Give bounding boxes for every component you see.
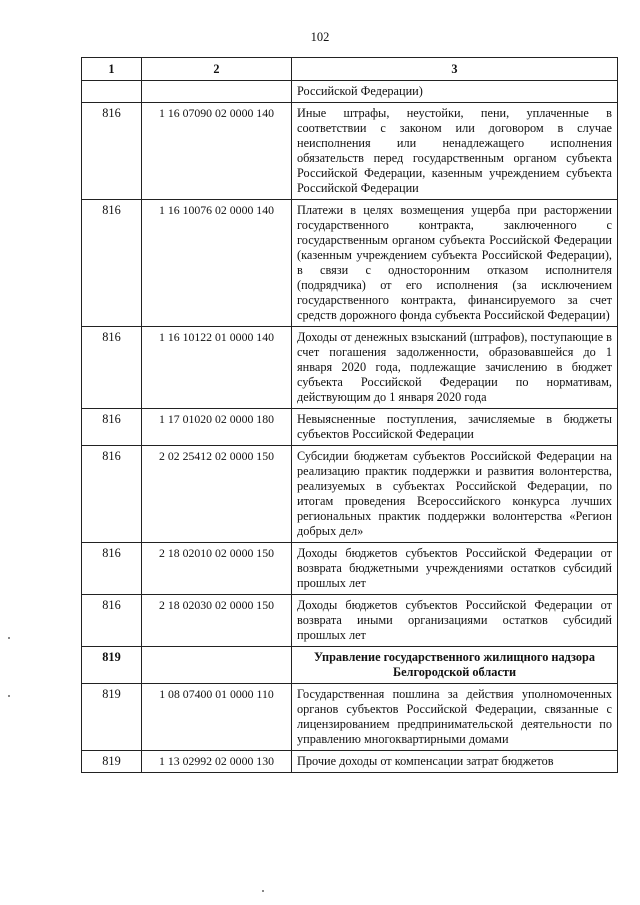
revenue-description: Субсидии бюджетам субъектов Российской Федерации на реализацию практик поддержки и развития волонтерства, реализуемых в субъектах Российской Федерации, по итогам проведения Всероссийского конкурса лучших региональных практик поддержки волонтерства «Регион добрых дел» <box>292 446 618 543</box>
section-header-row <box>82 647 618 684</box>
revenue-description: Доходы бюджетов субъектов Российской Федерации от возврата бюджетными учреждениями остатков субсидий прошлых лет <box>292 543 618 595</box>
table-row <box>82 684 618 751</box>
header-col-1: 1 <box>82 58 142 81</box>
administrator-name: Управление государственного жилищного надзора Белгородской области <box>292 647 618 684</box>
admin-code: 816 <box>82 543 142 595</box>
revenue-codes-table <box>81 57 618 773</box>
revenue-description: Доходы бюджетов субъектов Российской Федерации от возврата иными организациями остатков субсидий прошлых лет <box>292 595 618 647</box>
table-row <box>82 200 618 327</box>
scan-speck <box>8 695 10 697</box>
budget-classification-code: 1 16 10076 02 0000 140 <box>142 200 292 327</box>
revenue-description: Доходы от денежных взысканий (штрафов), поступающие в счет погашения задолженности, образовавшейся до 1 января 2020 года, подлежащие зачислению в бюджет субъекта Российской Федерации по нормативам, действующим до 1 января 2020 года <box>292 327 618 409</box>
page-number: 102 <box>310 30 330 44</box>
table-row <box>82 327 618 409</box>
budget-classification-code <box>142 81 292 103</box>
table-row <box>82 751 618 773</box>
budget-classification-code: 1 13 02992 02 0000 130 <box>142 751 292 773</box>
revenue-description: Государственная пошлина за действия уполномоченных органов субъектов Российской Федерации, связанные с лицензированием предпринимательской деятельности по управлению многоквартирными домами <box>292 684 618 751</box>
budget-classification-code: 1 16 07090 02 0000 140 <box>142 103 292 200</box>
table-row <box>82 409 618 446</box>
admin-code: 819 <box>82 684 142 751</box>
revenue-description: Платежи в целях возмещения ущерба при расторжении государственного контракта, заключенного с государственным органом субъекта Российской Федерации (казенным учреждением субъекта Российской Федерации), в связи с односторонним отказом исполнителя (подрядчика) от его исполнения (за исключением государственного контракта, финансируемого за счет средств дорожного фонда субъекта Российской Федерации) <box>292 200 618 327</box>
budget-classification-code: 2 18 02030 02 0000 150 <box>142 595 292 647</box>
table-row <box>82 103 618 200</box>
budget-classification-code <box>142 647 292 684</box>
admin-code: 819 <box>82 751 142 773</box>
admin-code: 816 <box>82 200 142 327</box>
revenue-description: Иные штрафы, неустойки, пени, уплаченные в соответствии с законом или договором в случае неисполнения или ненадлежащего исполнения обязательств перед государственным органом субъекта Российской Федерации, казенным учреждением субъекта Российской Федерации <box>292 103 618 200</box>
admin-code: 816 <box>82 446 142 543</box>
revenue-description: Российской Федерации) <box>292 81 618 103</box>
header-col-3: 3 <box>292 58 618 81</box>
table-row <box>82 595 618 647</box>
budget-classification-code: 1 16 10122 01 0000 140 <box>142 327 292 409</box>
scan-speck <box>262 890 264 892</box>
budget-classification-code: 2 02 25412 02 0000 150 <box>142 446 292 543</box>
admin-code: 816 <box>82 595 142 647</box>
admin-code: 816 <box>82 103 142 200</box>
table-row <box>82 543 618 595</box>
table-header-row <box>82 58 618 81</box>
budget-classification-code: 1 08 07400 01 0000 110 <box>142 684 292 751</box>
budget-classification-code: 1 17 01020 02 0000 180 <box>142 409 292 446</box>
table-row <box>82 81 618 103</box>
admin-code: 819 <box>82 647 142 684</box>
header-col-2: 2 <box>142 58 292 81</box>
revenue-description: Прочие доходы от компенсации затрат бюджетов <box>292 751 618 773</box>
budget-classification-code: 2 18 02010 02 0000 150 <box>142 543 292 595</box>
scan-speck <box>8 637 10 639</box>
admin-code: 816 <box>82 327 142 409</box>
revenue-description: Невыясненные поступления, зачисляемые в бюджеты субъектов Российской Федерации <box>292 409 618 446</box>
admin-code <box>82 81 142 103</box>
admin-code: 816 <box>82 409 142 446</box>
table-row <box>82 446 618 543</box>
